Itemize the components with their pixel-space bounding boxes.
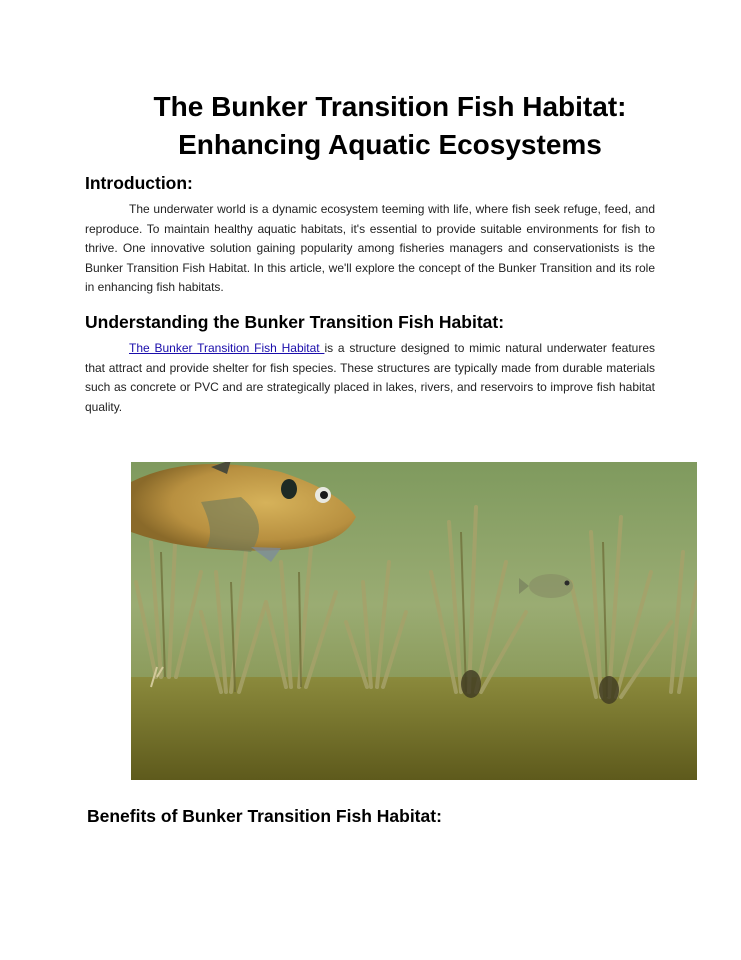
bunker-transition-link[interactable]: The Bunker Transition Fish Habitat [129,341,325,355]
understanding-text: is a structure designed to mimic natural underwater features that attract and provide shelter for fish species. These structures are typically made from durable materials such as concrete or PVC and are strategically placed in lakes, rivers, and reservoirs to improve fish habitat quality. [85,341,655,414]
underwater-fish-habitat-photo [131,462,697,780]
habitat-base [461,670,481,698]
page-title-line-1: The Bunker Transition Fish Habitat: [153,91,627,122]
introduction-paragraph [85,200,655,298]
page-title [0,88,741,164]
habitat-base [599,676,619,704]
understanding-heading: Understanding the Bunker Transition Fish Habitat: [85,312,505,332]
photo-illustration [131,462,697,780]
introduction-text: The underwater world is a dynamic ecosystem teeming with life, where fish seek refuge, feed, and reproduce. To maintain healthy aquatic habitats, it's essential to provide suitable environments for fish to thrive. One innovative solution gaining popularity among fisheries managers and conservationists is the Bunker Transition Fish Habitat. In this article, we'll explore the concept of the Bunker Transition and its role in enhancing fish habitats. [85,202,655,294]
page-title-line-2: Enhancing Aquatic Ecosystems [178,129,602,160]
understanding-paragraph [85,339,655,417]
benefits-heading: Benefits of Bunker Transition Fish Habitat: [87,806,442,826]
introduction-heading: Introduction: [85,173,193,193]
